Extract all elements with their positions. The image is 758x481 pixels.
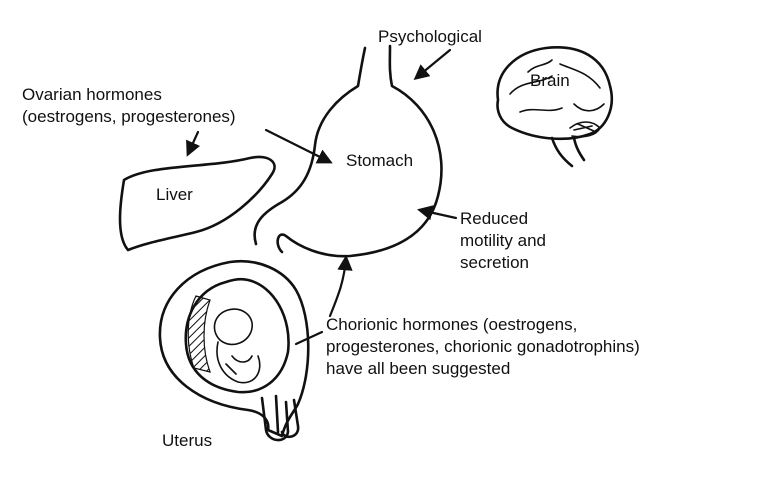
label-stomach: Stomach [346,151,414,170]
brain-drawing [498,47,612,166]
label-brain: Brain [530,71,570,90]
ovarian-line-2: (oestrogens, progesterones) [22,107,236,126]
ovarian-line-1: Ovarian hormones [22,85,162,104]
arrow-reduced-motility [420,210,456,218]
liver-drawing [120,157,275,250]
arrow-psychological-to-stomach [416,50,450,78]
label-uterus: Uterus [162,431,213,450]
chorionic-line-1: Chorionic hormones (oestrogens, [326,315,578,334]
reduced-line-2: motility and [460,231,546,250]
label-liver: Liver [156,185,193,204]
label-psychological: Psychological [378,27,482,46]
arrow-ovarian-to-liver [188,132,198,154]
chorionic-line-2: progesterones, chorionic gonadotrophins) [326,337,640,356]
chorionic-line-3: have all been suggested [326,359,511,378]
reduced-line-1: Reduced [460,209,529,228]
label-chorionic-hormones [326,314,640,380]
reduced-line-3: secretion [460,253,529,272]
uterus-drawing [160,261,308,440]
label-ovarian-hormones [22,84,236,128]
arrow-chorionic-to-stomach [330,258,346,316]
arrow-ovarian-to-stomach [266,130,330,162]
label-reduced-motility [460,208,546,274]
